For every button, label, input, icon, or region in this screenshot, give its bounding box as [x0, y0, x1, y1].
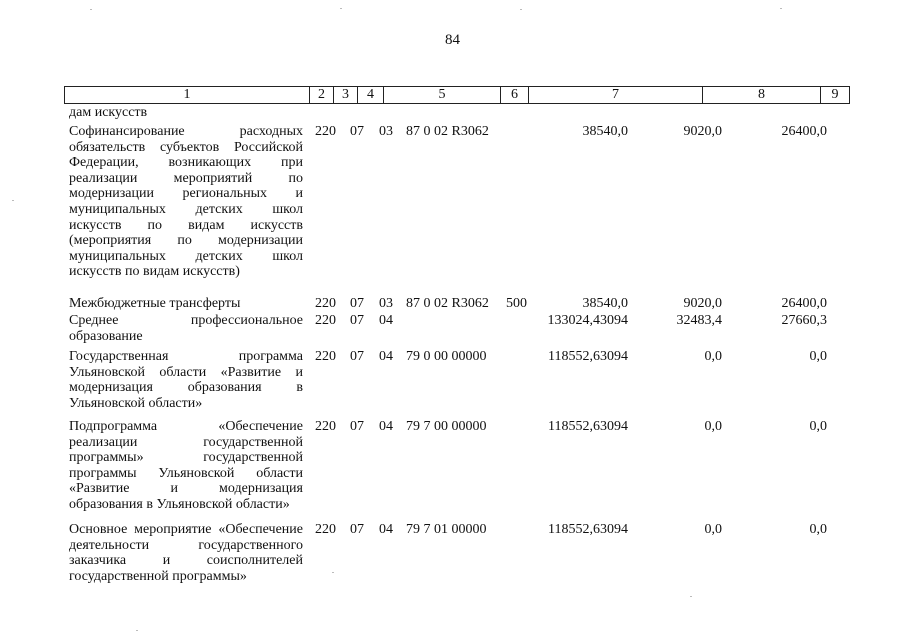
scan-speck	[136, 630, 138, 631]
row-section: 07	[350, 313, 364, 328]
row-name: Основное мероприятие «Обеспечение деятельности государственного заказчика и соисполнителей государственной программы»	[69, 522, 303, 584]
row-name: Межбюджетные трансферты	[69, 296, 241, 311]
column-header-6: 6	[501, 87, 529, 103]
row-subsection: 03	[379, 124, 393, 139]
row-section: 07	[350, 296, 364, 311]
row-value-7: 38540,0	[582, 124, 628, 139]
column-header-3: 3	[334, 87, 358, 103]
scan-speck	[12, 200, 14, 201]
row-section: 07	[350, 419, 364, 434]
table-header	[64, 86, 850, 104]
row-subsection: 04	[379, 349, 393, 364]
row-value-7: 118552,63094	[548, 349, 628, 364]
row-value-9: 26400,0	[781, 296, 827, 311]
row-value-9: 26400,0	[781, 124, 827, 139]
row-value-8: 0,0	[704, 349, 722, 364]
row-value-8: 9020,0	[683, 296, 722, 311]
row-value-7: 118552,63094	[548, 419, 628, 434]
row-subsection: 04	[379, 522, 393, 537]
column-header-8: 8	[703, 87, 821, 103]
row-section: 07	[350, 124, 364, 139]
column-header-2: 2	[310, 87, 334, 103]
row-target: 79 7 01 00000	[406, 522, 487, 537]
column-header-7: 7	[529, 87, 703, 103]
row-expense: 500	[506, 296, 527, 311]
scan-speck	[520, 9, 522, 10]
column-header-4: 4	[358, 87, 384, 103]
row-name: Среднее профессиональное образование	[69, 313, 303, 344]
row-admin: 220	[315, 349, 336, 364]
page-number: 84	[445, 32, 460, 48]
row-value-7: 133024,43094	[547, 313, 628, 328]
column-header-5: 5	[384, 87, 501, 103]
row-value-9: 27660,3	[781, 313, 827, 328]
row-value-7: 118552,63094	[548, 522, 628, 537]
row-admin: 220	[315, 313, 336, 328]
row-value-8: 9020,0	[683, 124, 722, 139]
row-admin: 220	[315, 124, 336, 139]
row-section: 07	[350, 349, 364, 364]
scan-speck	[690, 596, 692, 597]
row-subsection: 03	[379, 296, 393, 311]
column-header-9: 9	[831, 87, 839, 102]
row-section: 07	[350, 522, 364, 537]
row-subsection: 04	[379, 313, 393, 328]
row-value-9: 0,0	[809, 522, 827, 537]
row-admin: 220	[315, 296, 336, 311]
row-value-8: 32483,4	[676, 313, 722, 328]
scan-speck	[90, 9, 92, 10]
row-value-7: 38540,0	[582, 296, 628, 311]
scan-speck	[780, 8, 782, 9]
row-name: Софинансирование расходных обязательств субъектов Российской Федерации, возникающих при реализации мероприятий по модернизации региональных и муниципальных детских школ искусств по видам искусств (мероприятия по модернизации муниципальных детских школ искусств по видам искусств)	[69, 124, 303, 280]
row-value-9: 0,0	[809, 349, 827, 364]
row-name: Государственная программа Ульяновской области «Развитие и модернизация образования в Ульяновской области»	[69, 349, 303, 411]
row-target: 87 0 02 R3062	[406, 296, 489, 311]
row-value-8: 0,0	[704, 522, 722, 537]
row-target: 79 0 00 00000	[406, 349, 487, 364]
row-admin: 220	[315, 522, 336, 537]
row-admin: 220	[315, 419, 336, 434]
row-target: 79 7 00 00000	[406, 419, 487, 434]
scan-speck	[340, 8, 342, 9]
row-target: 87 0 02 R3062	[406, 124, 489, 139]
row-value-8: 0,0	[704, 419, 722, 434]
row-subsection: 04	[379, 419, 393, 434]
column-header-1: 1	[65, 87, 310, 103]
row-name-continuation: дам искусств	[69, 105, 148, 120]
scan-speck	[332, 572, 334, 573]
row-name: Подпрограмма «Обеспечение реализации государственной программы» государственной программы Ульяновской области «Развитие и модернизация образования в Ульяновской области»	[69, 419, 303, 512]
row-value-9: 0,0	[809, 419, 827, 434]
